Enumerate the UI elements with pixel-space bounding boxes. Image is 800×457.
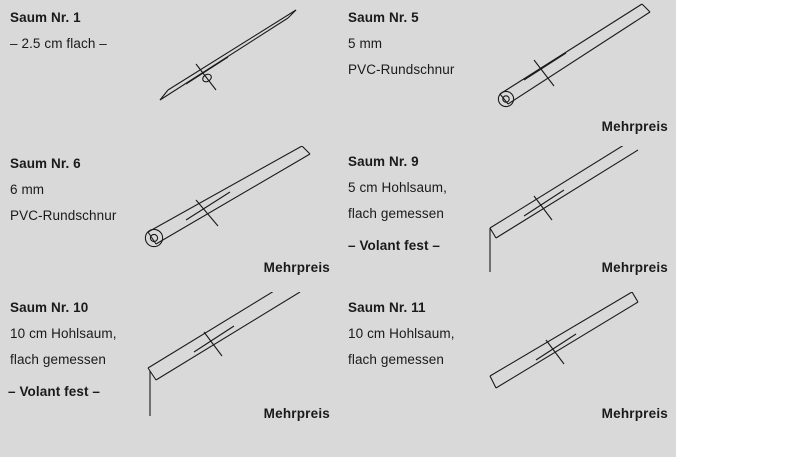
cell-line-1: 5 mm xyxy=(348,36,383,51)
cell-title: Saum Nr. 11 xyxy=(348,300,426,315)
cell-line-2: flach gemessen xyxy=(10,352,106,367)
cell-title: Saum Nr. 5 xyxy=(348,10,419,25)
volant-label: – Volant fest – xyxy=(8,384,101,399)
cell-saum-nr-5 xyxy=(338,0,676,146)
cell-saum-nr-11 xyxy=(338,292,676,457)
cell-line-2: flach gemessen xyxy=(348,206,444,221)
cell-saum-nr-9 xyxy=(338,146,676,292)
cell-line-1: 10 cm Hohlsaum, xyxy=(10,326,117,341)
mehrpreis-label: Mehrpreis xyxy=(601,260,668,275)
cell-title: Saum Nr. 1 xyxy=(10,10,81,25)
cell-line-2: flach gemessen xyxy=(348,352,444,367)
cell-line-2: PVC-Rundschnur xyxy=(10,208,117,223)
cell-line-1: 5 cm Hohlsaum, xyxy=(348,180,447,195)
mehrpreis-label: Mehrpreis xyxy=(263,260,330,275)
cell-saum-nr-1 xyxy=(0,0,338,146)
volant-label: – Volant fest – xyxy=(348,238,441,253)
cell-saum-nr-10 xyxy=(0,292,338,457)
hem-hollow-10cm-drawing xyxy=(338,292,676,457)
cell-line-1: 6 mm xyxy=(10,182,45,197)
cell-title: Saum Nr. 9 xyxy=(348,154,419,169)
cell-line-1: – 2.5 cm flach – xyxy=(10,36,107,51)
mehrpreis-label: Mehrpreis xyxy=(601,119,668,134)
page-margin-right xyxy=(676,0,800,457)
cell-line-2: PVC-Rundschnur xyxy=(348,62,455,77)
hem-hollow-10cm-volant-drawing xyxy=(0,292,338,457)
mehrpreis-label: Mehrpreis xyxy=(263,406,330,421)
cell-line-1: 10 cm Hohlsaum, xyxy=(348,326,455,341)
cell-title: Saum Nr. 10 xyxy=(10,300,89,315)
cell-saum-nr-6 xyxy=(0,146,338,292)
cell-title: Saum Nr. 6 xyxy=(10,156,81,171)
mehrpreis-label: Mehrpreis xyxy=(601,406,668,421)
